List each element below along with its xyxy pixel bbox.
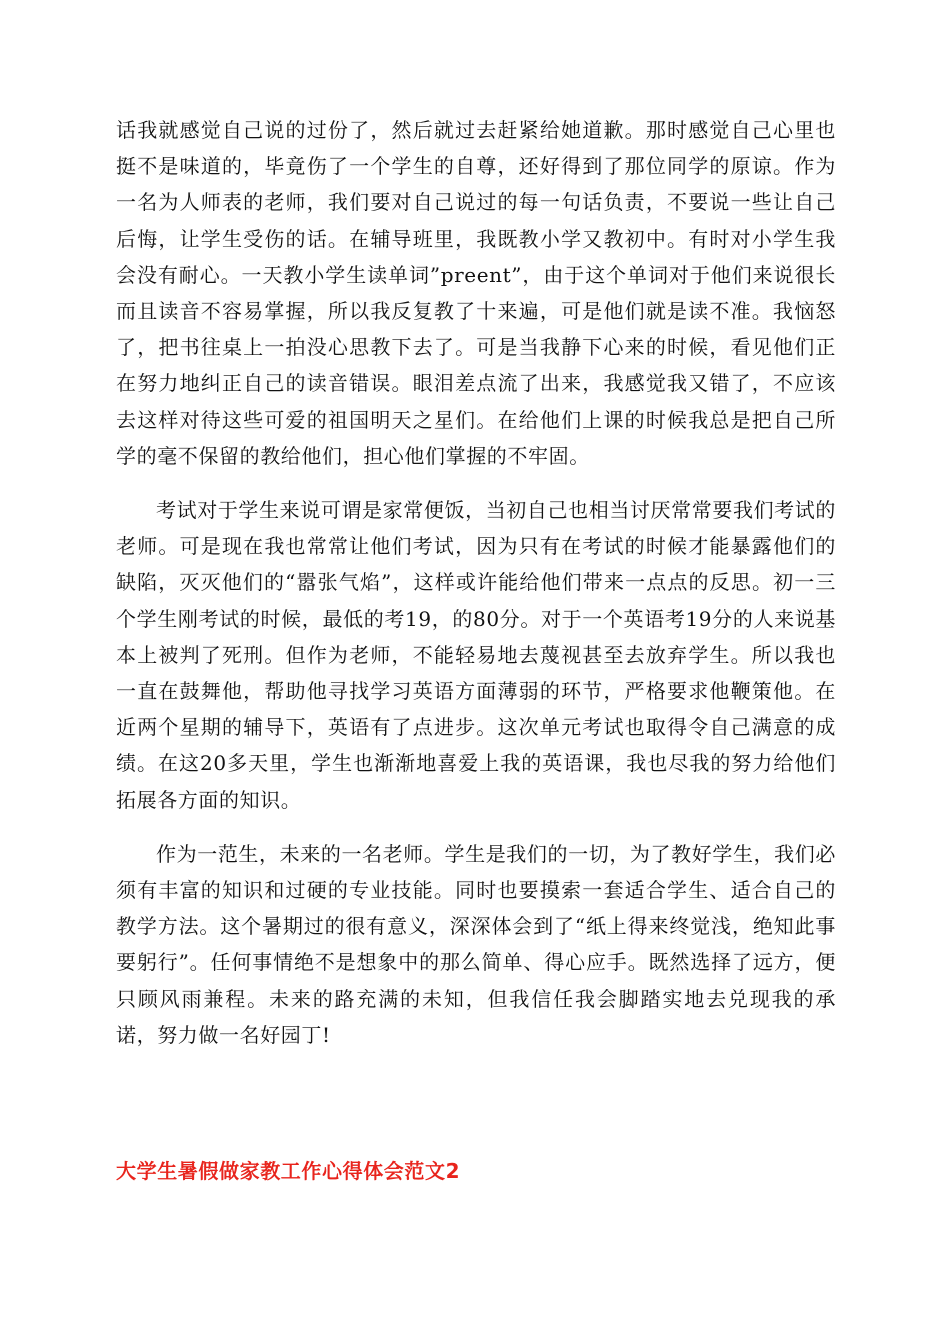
section-heading: 大学生暑假做家教工作心得体会范文2 bbox=[116, 1159, 461, 1183]
paragraph-2: 考试对于学生来说可谓是家常便饭，当初自己也相当讨厌常常要我们考试的老师。可是现在我也常常让他们考试，因为只有在考试的时候才能暴露他们的缺陷，灭灭他们的“嚣张气焰”，这样或许能给他们带来一点点的反思。初一三个学生刚考试的时候，最低的考19，的80分。对于一个英语考19分的人来说基本上被判了死刑。但作为老师，不能轻易地去蔑视甚至去放弃学生。所以我也一直在鼓舞他，帮助他寻找学习英语方面薄弱的环节，严格要求他鞭策他。在近两个星期的辅导下，英语有了点进步。这次单元考试也取得令自己满意的成绩。在这20多天里，学生也渐渐地喜爱上我的英语课，我也尽我的努力给他们拓展各方面的知识。 bbox=[116, 498, 836, 812]
paragraph-1: 话我就感觉自己说的过份了，然后就过去赶紧给她道歉。那时感觉自己心里也挺不是味道的，毕竟伤了一个学生的自尊，还好得到了那位同学的原谅。作为一名为人师表的老师，我们要对自己说过的每一句话负责，不要说一些让自己后悔，让学生受伤的话。在辅导班里，我既教小学又教初中。有时对小学生我会没有耐心。一天教小学生读单词”preent”，由于这个单词对于他们来说很长而且读音不容易掌握，所以我反复教了十来遍，可是他们就是读不准。我恼怒了，把书往桌上一拍没心思教下去了。可是当我静下心来的时候，看见他们正在努力地纠正自己的读音错误。眼泪差点流了出来，我感觉我又错了，不应该去这样对待这些可爱的祖国明天之星们。在给他们上课的时候我总是把自己所学的毫不保留的教给他们，担心他们掌握的不牢固。 bbox=[116, 118, 836, 468]
document-body bbox=[116, 112, 836, 1053]
paragraph-3: 作为一范生，未来的一名老师。学生是我们的一切，为了教好学生，我们必须有丰富的知识和过硬的专业技能。同时也要摸索一套适合学生、适合自己的教学方法。这个暑期过的很有意义，深深体会到了“纸上得来终觉浅，绝知此事要躬行”。任何事情绝不是想象中的那么简单、得心应手。既然选择了远方，便只顾风雨兼程。未来的路充满的未知，但我信任我会脚踏实地去兑现我的承诺，努力做一名好园丁! bbox=[116, 841, 836, 1047]
